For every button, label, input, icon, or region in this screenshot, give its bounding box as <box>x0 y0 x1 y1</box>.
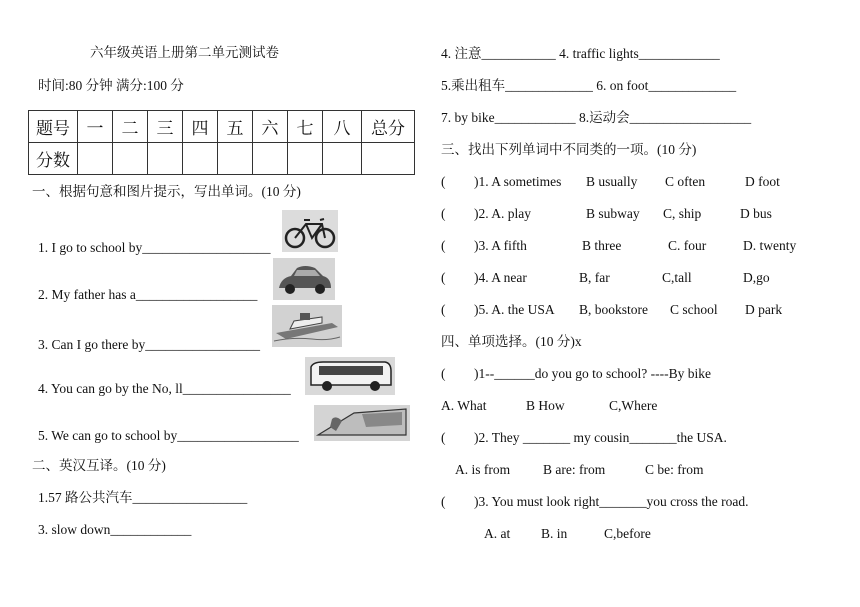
mc2-option-b: B are: from <box>543 462 606 477</box>
option-c: C. four <box>668 238 707 253</box>
question-1: 1. I go to school by___________________ <box>38 240 271 255</box>
option-c: C school <box>670 302 718 317</box>
mc3-option-a: A. at <box>484 526 511 541</box>
answer-paren: ( <box>441 270 446 285</box>
mc-question-3: )3. You must look right_______you cross the road. <box>474 494 749 509</box>
exam-meta: 时间:80 分钟 满分:100 分 <box>38 78 184 93</box>
score-cell: 八 <box>323 111 362 143</box>
translation-row-2: 5.乘出租车_____________ 6. on foot_____________ <box>441 78 737 93</box>
score-input-cell[interactable] <box>362 143 415 175</box>
option-c: C,tall <box>662 270 692 285</box>
option-b: B, far <box>579 270 610 285</box>
answer-paren: ( <box>441 430 446 445</box>
ship-picture <box>272 305 342 347</box>
score-cell: 总分 <box>362 111 415 143</box>
option-a: )2. A. play <box>474 206 531 221</box>
mc3-option-c: C,before <box>604 526 651 541</box>
score-row-label: 分数 <box>29 143 78 175</box>
score-cell: 七 <box>288 111 323 143</box>
section-1-heading: 一、根据句意和图片提示，写出单词。(10 分) <box>32 184 301 199</box>
answer-paren: ( <box>441 302 446 317</box>
mc2-option-c: C be: from <box>645 462 704 477</box>
section-2-heading: 二、英汉互译。(10 分) <box>32 458 166 473</box>
page-title: 六年级英语上册第二单元测试卷 <box>90 45 279 60</box>
answer-paren: ( <box>441 366 446 381</box>
translation-row-1: 4. 注意___________ 4. traffic lights____________ <box>441 46 720 61</box>
score-input-cell[interactable] <box>78 143 113 175</box>
option-d: D bus <box>740 206 772 221</box>
option-a: )5. A. the USA <box>474 302 555 317</box>
translation-1: 1.57 路公共汽车_________________ <box>38 490 248 505</box>
score-cell: 四 <box>183 111 218 143</box>
score-cell: 一 <box>78 111 113 143</box>
score-cell: 六 <box>253 111 288 143</box>
score-input-cell[interactable] <box>148 143 183 175</box>
score-input-cell[interactable] <box>183 143 218 175</box>
mc1-option-c: C,Where <box>609 398 658 413</box>
answer-paren: ( <box>441 238 446 253</box>
section-4-heading: 四、单项选择。(10 分)x <box>441 334 582 349</box>
option-c: C, ship <box>663 206 702 221</box>
bus-picture <box>305 357 395 395</box>
translation-row-3: 7. by bike____________ 8.运动会__________________ <box>441 110 752 125</box>
score-cell: 三 <box>148 111 183 143</box>
question-5: 5. We can go to school by__________________ <box>38 428 299 443</box>
train-picture <box>314 405 410 441</box>
translation-3: 3. slow down____________ <box>38 522 192 537</box>
option-d: D,go <box>743 270 770 285</box>
score-cell: 五 <box>218 111 253 143</box>
section-3-heading: 三、找出下列单词中不同类的一项。(10 分) <box>441 142 697 157</box>
mc1-option-b: B How <box>526 398 565 413</box>
question-3: 3. Can I go there by_________________ <box>38 337 260 352</box>
option-b: B three <box>582 238 622 253</box>
answer-paren: ( <box>441 494 446 509</box>
mc2-option-a: A. is from <box>455 462 511 477</box>
bicycle-picture <box>282 210 338 252</box>
question-4: 4. You can go by the No, ll________________ <box>38 381 291 396</box>
option-c: C often <box>665 174 706 189</box>
mc3-option-b: B. in <box>541 526 568 541</box>
score-cell: 题号 <box>29 111 78 143</box>
score-table-score-row <box>29 143 415 175</box>
option-a: )4. A near <box>474 270 527 285</box>
option-d: D. twenty <box>743 238 797 253</box>
option-a: )3. A fifth <box>474 238 527 253</box>
option-b: B, bookstore <box>579 302 648 317</box>
score-cell: 二 <box>113 111 148 143</box>
score-input-cell[interactable] <box>323 143 362 175</box>
answer-paren: ( <box>441 206 446 221</box>
score-table-header-row <box>29 111 415 143</box>
mc1-option-a: A. What <box>441 398 487 413</box>
answer-paren: ( <box>441 174 446 189</box>
question-2: 2. My father has a__________________ <box>38 287 258 302</box>
mc-question-2: )2. They _______ my cousin_______the USA. <box>474 430 727 445</box>
score-input-cell[interactable] <box>288 143 323 175</box>
mc-question-1: )1--______do you go to school? ----By bike <box>474 366 711 381</box>
score-input-cell[interactable] <box>218 143 253 175</box>
car-picture <box>273 258 335 300</box>
score-input-cell[interactable] <box>113 143 148 175</box>
score-input-cell[interactable] <box>253 143 288 175</box>
score-table <box>28 110 415 175</box>
option-a: )1. A sometimes <box>474 174 562 189</box>
option-d: D park <box>745 302 783 317</box>
option-b: B subway <box>586 206 640 221</box>
option-d: D foot <box>745 174 780 189</box>
option-b: B usually <box>586 174 638 189</box>
